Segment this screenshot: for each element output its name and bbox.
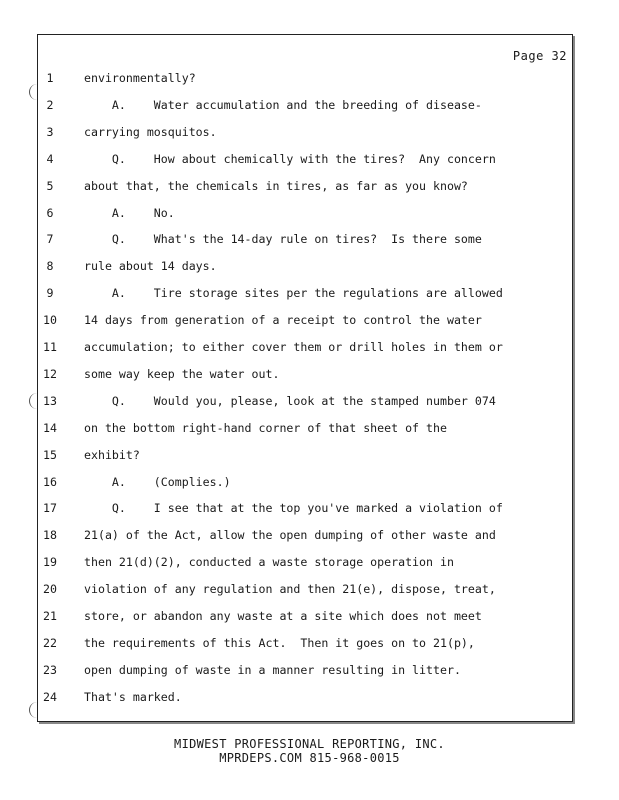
line-text: on the bottom right-hand corner of that sheet of the <box>84 420 447 435</box>
line-text: That's marked. <box>84 689 182 704</box>
transcript-line <box>0 152 619 172</box>
line-number: 11 <box>43 340 57 354</box>
transcript-line <box>0 232 619 252</box>
transcript-line <box>0 125 619 145</box>
line-number: 24 <box>43 689 57 704</box>
transcript-line <box>0 528 619 548</box>
line-number: 18 <box>43 528 57 543</box>
line-text: open dumping of waste in a manner resulting in litter. <box>84 662 461 677</box>
transcript-line <box>0 179 619 199</box>
line-text: about that, the chemicals in tires, as far as you know? <box>84 178 468 193</box>
line-text: the requirements of this Act. Then it goes on to 21(p), <box>84 635 475 650</box>
line-text: Q. What's the 14-day rule on tires? Is there some <box>84 232 482 247</box>
transcript-line <box>0 367 619 387</box>
line-number: 14 <box>43 420 57 435</box>
transcript-line <box>0 394 619 414</box>
transcript-line <box>0 313 619 333</box>
page-number: Page 32 <box>512 49 567 63</box>
transcript-line <box>0 663 619 683</box>
line-number: 6 <box>46 205 54 220</box>
transcript-line <box>0 609 619 629</box>
line-number: 20 <box>43 582 57 597</box>
line-number: 21 <box>43 609 57 623</box>
transcript-line <box>0 71 619 91</box>
line-text: then 21(d)(2), conducted a waste storage operation in <box>84 555 454 570</box>
line-number: 10 <box>43 313 57 328</box>
line-text: 21(a) of the Act, allow the open dumping of other waste and <box>84 528 496 543</box>
transcript-line <box>0 286 619 306</box>
transcript-line <box>0 206 619 226</box>
line-text: 14 days from generation of a receipt to control the water <box>84 313 482 328</box>
line-text: store, or abandon any waste at a site which does not meet <box>84 609 482 623</box>
transcript-line <box>0 636 619 656</box>
line-number: 9 <box>46 286 54 301</box>
line-number: 22 <box>43 635 57 650</box>
line-text: exhibit? <box>84 447 140 462</box>
line-number: 23 <box>43 662 57 677</box>
transcript-line <box>0 582 619 602</box>
line-text: rule about 14 days. <box>84 259 217 274</box>
transcript-line <box>0 555 619 575</box>
transcript-line <box>0 448 619 468</box>
line-number: 2 <box>46 97 54 112</box>
line-text: A. No. <box>84 205 175 220</box>
footer-company: MIDWEST PROFESSIONAL REPORTING, INC. <box>174 737 445 751</box>
transcript-line <box>0 501 619 521</box>
line-number: 4 <box>46 151 54 166</box>
line-number: 8 <box>46 259 54 274</box>
transcript-line <box>0 421 619 441</box>
line-number: 15 <box>43 447 57 462</box>
line-number: 1 <box>46 71 54 85</box>
line-text: carrying mosquitos. <box>84 124 217 139</box>
line-number: 5 <box>46 178 54 193</box>
line-text: violation of any regulation and then 21(e), dispose, treat, <box>84 582 496 597</box>
line-number: 16 <box>43 474 57 489</box>
line-text: A. Water accumulation and the breeding of disease- <box>84 97 482 112</box>
transcript-line <box>0 259 619 279</box>
line-number: 3 <box>46 124 54 139</box>
line-text: A. (Complies.) <box>84 474 231 489</box>
line-text: Q. I see that at the top you've marked a violation of <box>84 501 503 516</box>
footer-contact: MPRDEPS.COM 815-968-0015 <box>219 751 400 765</box>
line-number: 12 <box>43 366 57 381</box>
transcript-line <box>0 690 619 710</box>
transcript-line <box>0 475 619 495</box>
line-text: A. Tire storage sites per the regulations are allowed <box>84 286 503 301</box>
transcript-line <box>0 340 619 360</box>
line-text: environmentally? <box>84 71 196 85</box>
line-text: accumulation; to either cover them or drill holes in them or <box>84 340 503 354</box>
line-text: Q. Would you, please, look at the stamped number 074 <box>84 393 496 408</box>
line-text: some way keep the water out. <box>84 366 280 381</box>
line-number: 17 <box>43 501 57 516</box>
line-text: Q. How about chemically with the tires? Any concern <box>84 151 496 166</box>
transcript-line <box>0 98 619 118</box>
line-number: 7 <box>46 232 54 247</box>
line-number: 13 <box>43 393 57 408</box>
line-number: 19 <box>43 555 57 570</box>
